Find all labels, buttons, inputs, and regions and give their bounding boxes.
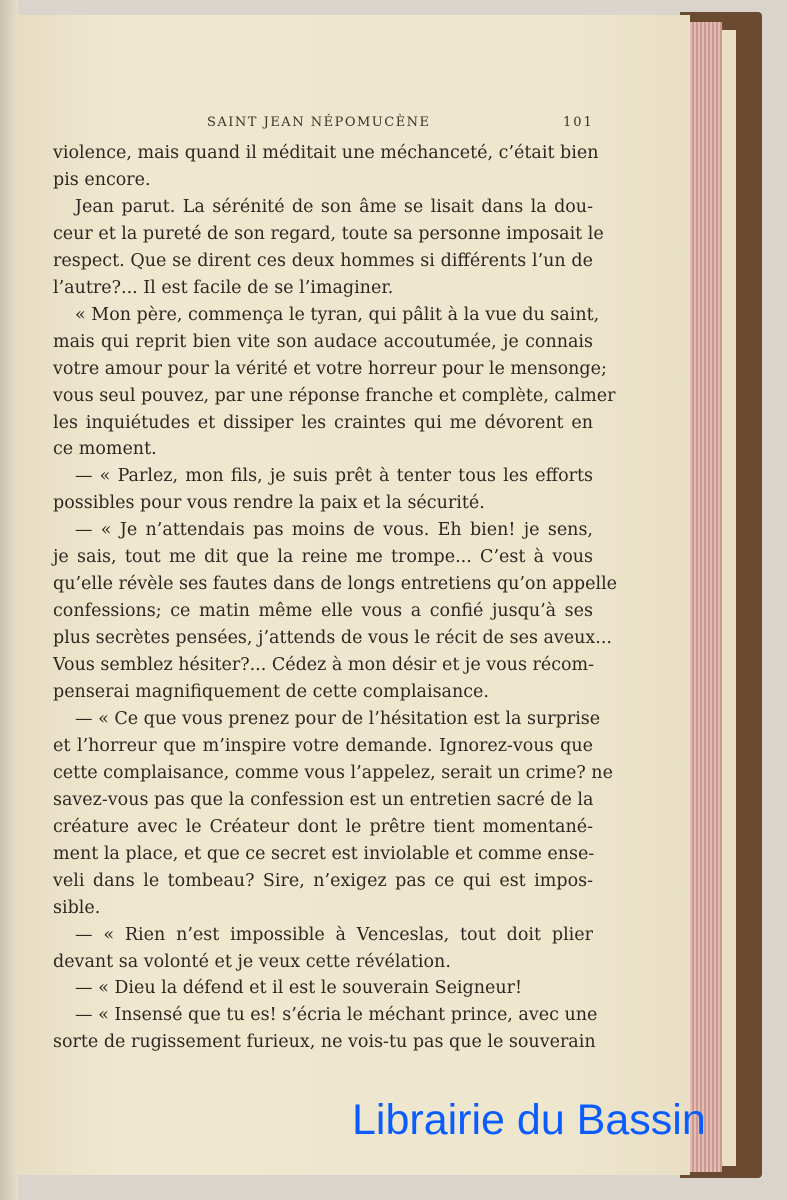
- page-edges: [688, 22, 722, 1172]
- text-line: veli dans le tombeau? Sire, n’exigez pas ce qui est impos-: [53, 870, 593, 891]
- watermark: Librairie du Bassin: [352, 1096, 706, 1144]
- text-line: ment la place, et que ce secret est inviolable et comme ense-: [53, 843, 595, 864]
- text-line: Vous semblez hésiter?... Cédez à mon désir et je vous récom-: [53, 655, 595, 676]
- text-line: cette complaisance, comme vous l’appelez, serait un crime? ne: [53, 762, 613, 783]
- text-line: « Mon père, commença le tyran, qui pâlit à la vue du saint,: [75, 304, 600, 325]
- text-line: je sais, tout me dit que la reine me trompe... C’est à vous: [53, 547, 593, 568]
- text-line: devant sa volonté et je veux cette révélation.: [53, 951, 451, 972]
- text-line: sible.: [53, 897, 101, 918]
- text-line: qu’elle révèle ses fautes dans de longs entretiens qu’on appelle: [53, 574, 618, 595]
- text-line: ce moment.: [53, 439, 157, 460]
- text-line: penserai magnifiquement de cette complaisance.: [53, 682, 489, 702]
- running-header: SAINT JEAN NÉPOMUCÈNE: [207, 115, 431, 130]
- text-line: ceur et la pureté de son regard, toute sa personne imposait le: [53, 223, 604, 244]
- text-line: les inquiétudes et dissiper les craintes qui me dévorent en: [53, 412, 593, 433]
- text-line: l’autre?... Il est facile de se l’imaginer.: [53, 277, 394, 298]
- book-page: [15, 15, 690, 1175]
- text-line: — « Rien n’est impossible à Venceslas, tout doit plier: [75, 924, 593, 945]
- text-line: violence, mais quand il méditait une méchanceté, c’était bien: [53, 143, 599, 163]
- text-line: — « Ce que vous prenez pour de l’hésitation est la surprise: [75, 708, 601, 729]
- text-line: plus secrètes pensées, j’attends de vous le récit de ses aveux...: [53, 628, 612, 649]
- text-line: — « Dieu la défend et il est le souverain Seigneur!: [75, 978, 523, 999]
- text-line: respect. Que se dirent ces deux hommes si différents l’un de: [53, 250, 593, 271]
- text-line: — « Je n’attendais pas moins de vous. Eh bien! je sens,: [75, 520, 593, 541]
- page-edges-inner: [722, 30, 736, 1166]
- text-line: savez-vous pas que la confession est un entretien sacré de la: [53, 789, 594, 810]
- text-line: votre amour pour la vérité et votre horreur pour le mensonge;: [53, 358, 607, 379]
- text-line: confessions; ce matin même elle vous a confié jusqu’à ses: [53, 601, 593, 622]
- page-number: 101: [563, 115, 594, 130]
- text-line: créature avec le Créateur dont le prêtre tient momentané-: [53, 816, 593, 837]
- text-line: — « Insensé que tu es! s’écria le méchant prince, avec une: [75, 1005, 598, 1026]
- text-line: mais qui reprit bien vite son audace accoutumée, je connais: [53, 331, 593, 352]
- text-line: pis encore.: [53, 169, 151, 190]
- text-line: possibles pour vous rendre la paix et la sécurité.: [53, 493, 485, 514]
- text-line: sorte de rugissement furieux, ne vois-tu pas que le souverain: [53, 1032, 596, 1053]
- text-line: Jean parut. La sérénité de son âme se lisait dans la dou-: [75, 196, 593, 217]
- text-line: vous seul pouvez, par une réponse franche et complète, calmer: [53, 385, 616, 406]
- text-line: et l’horreur que m’inspire votre demande. Ignorez-vous que: [53, 735, 593, 756]
- text-line: — « Parlez, mon fils, je suis prêt à tenter tous les efforts: [75, 466, 593, 487]
